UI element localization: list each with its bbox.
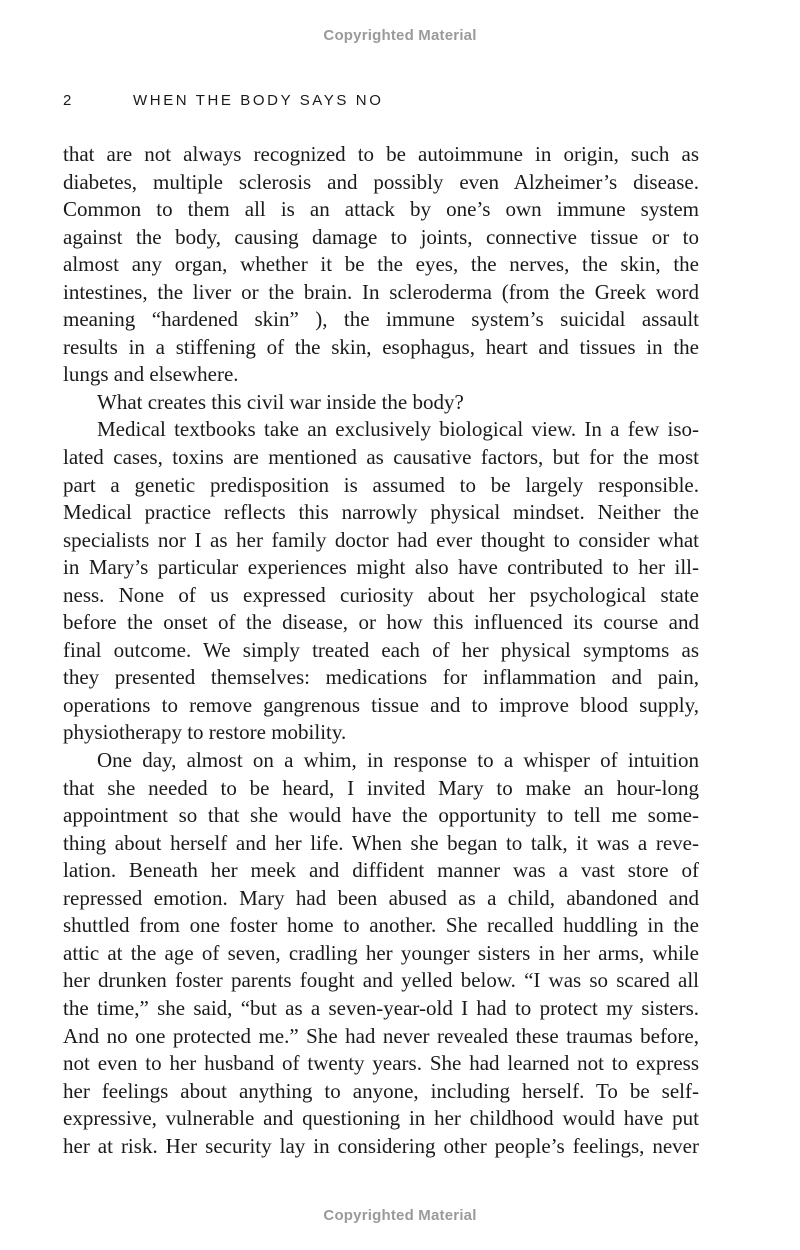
text-line-single-sentence-paragraph: What creates this civil war inside the body? [97,389,464,414]
text-line: intestines, the liver or the brain. In scleroderma (from the Greek word [63,279,699,304]
text-line: thing about herself and her life. When she began to talk, it was a reve- [63,830,699,855]
text-line: meaning “hardened skin” ), the immune system’s suicidal assault [63,307,699,332]
text-line: lation. Beneath her meek and diffident manner was a vast store of [63,858,699,883]
text-line-paragraph-start: Medical textbooks take an exclusively biological view. In a few iso- [97,417,699,442]
text-line: And no one protected me.” She had never revealed these traumas before, [63,1023,699,1048]
text-line: expressive, vulnerable and questioning in her childhood would have put [63,1106,699,1131]
text-line: her feelings about anything to anyone, including herself. To be self- [63,1078,699,1103]
body-text [63,141,699,1160]
text-line: the time,” she said, “but as a seven-year-old I had to protect my sisters. [63,995,699,1020]
text-line: lated cases, toxins are mentioned as causative factors, but for the most [63,445,699,470]
copyright-watermark-bottom: Copyrighted Material [323,1207,477,1224]
text-line: in Mary’s particular experiences might also have contributed to her ill- [63,555,699,580]
text-line: her at risk. Her security lay in considering other people’s feelings, never [63,1133,699,1158]
copyright-watermark-top: Copyrighted Material [323,27,477,44]
text-line: operations to remove gangrenous tissue and to improve blood supply, [63,692,699,717]
text-line: Medical practice reflects this narrowly physical mindset. Neither the [63,500,699,525]
book-title: WHEN THE BODY SAYS NO [133,92,384,109]
text-line: Common to them all is an attack by one’s own immune system [63,197,699,222]
text-line: before the onset of the disease, or how this influenced its course and [63,610,699,635]
text-line: shuttled from one foster home to another. She recalled huddling in the [63,913,699,938]
text-line: her drunken foster parents fought and yelled below. “I was so scared all [63,968,699,993]
text-line: specialists nor I as her family doctor had ever thought to consider what [63,527,699,552]
text-line: ness. None of us expressed curiosity about her psychological state [63,582,699,607]
text-line: that she needed to be heard, I invited Mary to make an hour-long [63,775,699,800]
text-line: attic at the age of seven, cradling her younger sisters in her arms, while [63,940,699,965]
text-line: they presented themselves: medications for inflammation and pain, [63,665,699,690]
text-line: against the body, causing damage to joints, connective tissue or to [63,224,699,249]
text-line: final outcome. We simply treated each of her physical symptoms as [63,637,699,662]
text-line: appointment so that she would have the opportunity to tell me some- [63,803,699,828]
text-line-paragraph-start: One day, almost on a whim, in response to a whisper of intuition [97,748,699,773]
text-line: that are not always recognized to be autoimmune in origin, such as [63,142,699,166]
text-line: almost any organ, whether it be the eyes, the nerves, the skin, the [63,252,699,277]
page-number: 2 [63,92,74,109]
running-head [63,92,383,109]
text-line-paragraph-end: physiotherapy to restore mobility. [63,720,347,745]
text-line-paragraph-end: lungs and elsewhere. [63,362,239,387]
text-line: part a genetic predisposition is assumed to be largely responsible. [63,472,699,497]
text-line: results in a stiffening of the skin, esophagus, heart and tissues in the [63,334,699,359]
text-line: not even to her husband of twenty years. She had learned not to express [63,1051,699,1076]
text-line: repressed emotion. Mary had been abused as a child, abandoned and [63,885,699,910]
text-line: diabetes, multiple sclerosis and possibly even Alzheimer’s disease. [63,169,699,194]
